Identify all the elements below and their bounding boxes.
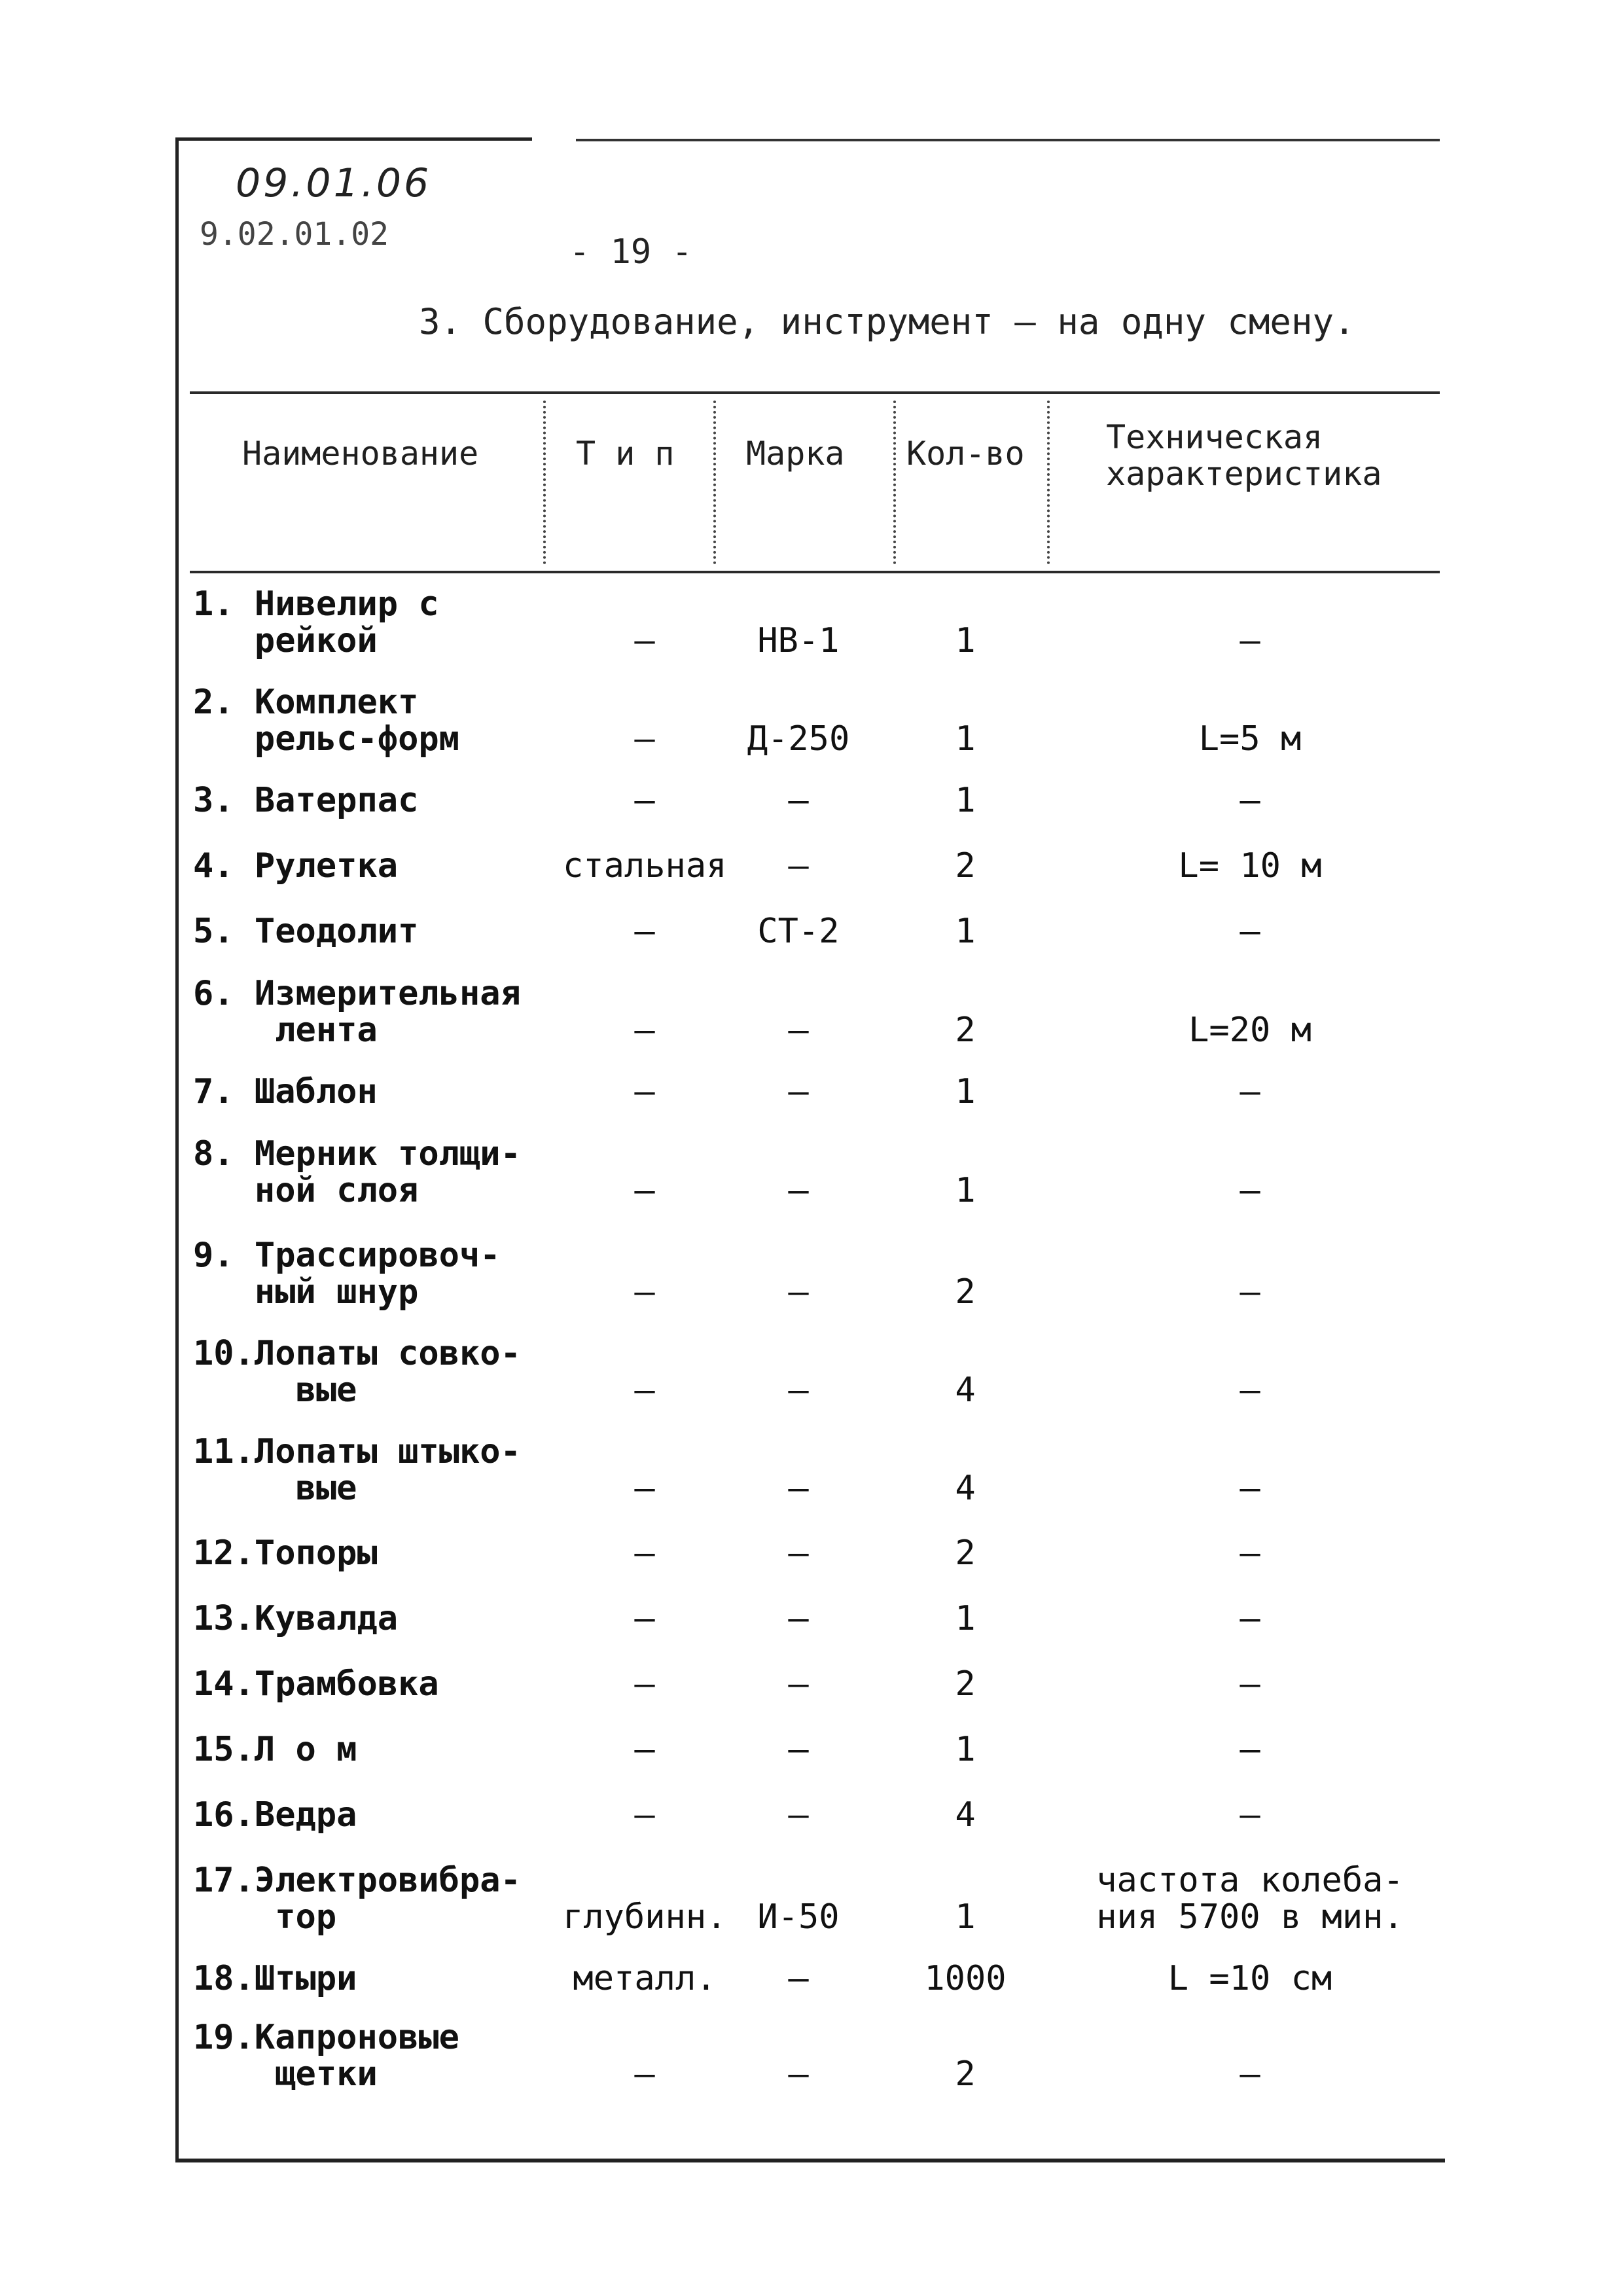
row-mark: – xyxy=(788,1664,809,1704)
row-name: 10.Лопаты совко- вые xyxy=(193,1334,521,1410)
row-name: 19.Капроновые щетки xyxy=(193,2018,459,2094)
row-mark: – xyxy=(788,1795,809,1835)
row-type: – xyxy=(634,1469,655,1508)
header-qty: Кол-во xyxy=(906,435,1025,473)
row-qty: 4 xyxy=(955,1795,976,1835)
row-spec: – xyxy=(1240,2054,1260,2094)
row-type: глубинн. xyxy=(563,1897,727,1937)
row-type: металл. xyxy=(573,1959,717,1998)
frame-bottom-border xyxy=(175,2159,1445,2162)
row-type: – xyxy=(634,1795,655,1835)
row-mark: – xyxy=(788,1599,809,1638)
frame-left-border xyxy=(175,137,179,2160)
row-qty: 1 xyxy=(955,1897,976,1937)
handwritten-code: 09.01.06 xyxy=(236,160,432,206)
row-mark: – xyxy=(788,846,809,886)
row-spec: – xyxy=(1240,1599,1260,1638)
row-mark: – xyxy=(788,1469,809,1508)
row-qty: 2 xyxy=(955,1011,976,1050)
row-mark: – xyxy=(788,1072,809,1111)
row-type: – xyxy=(634,719,655,759)
row-qty: 2 xyxy=(955,2054,976,2094)
row-qty: 1 xyxy=(955,1072,976,1111)
row-qty: 1 xyxy=(955,1171,976,1210)
row-mark: – xyxy=(788,781,809,820)
row-type: – xyxy=(634,2054,655,2094)
row-type: – xyxy=(634,621,655,660)
row-spec: L =10 см xyxy=(1168,1959,1332,1998)
column-separator xyxy=(893,401,896,564)
row-mark: – xyxy=(788,1371,809,1410)
row-name: 2. Комплект рельс-форм xyxy=(193,683,459,759)
row-type: – xyxy=(634,781,655,820)
row-spec: – xyxy=(1240,1469,1260,1508)
row-name: 5. Теодолит xyxy=(193,912,419,951)
row-qty: 1 xyxy=(955,719,976,759)
row-spec: – xyxy=(1240,781,1260,820)
row-qty: 1 xyxy=(955,621,976,660)
row-mark: – xyxy=(788,1171,809,1210)
row-spec: – xyxy=(1240,1272,1260,1312)
row-name: 8. Мерник толщи- ной слоя xyxy=(193,1134,521,1210)
row-name: 18.Штыри xyxy=(193,1959,357,1998)
row-name: 7. Шаблон xyxy=(193,1072,378,1111)
row-type: – xyxy=(634,1072,655,1111)
row-name: 12.Топоры xyxy=(193,1534,378,1573)
row-spec: – xyxy=(1240,1072,1260,1111)
row-name: 3. Ватерпас xyxy=(193,781,419,820)
row-spec: частота колеба- ния 5700 в мин. xyxy=(1096,1861,1404,1937)
row-qty: 1000 xyxy=(924,1959,1007,1998)
row-name: 11.Лопаты штыко- вые xyxy=(193,1432,521,1508)
row-type: – xyxy=(634,912,655,951)
row-type: – xyxy=(634,1664,655,1704)
typed-code: 9.02.01.02 xyxy=(200,216,389,253)
frame-top-border xyxy=(175,137,532,141)
row-name: 4. Рулетка xyxy=(193,846,399,886)
row-spec: – xyxy=(1240,1795,1260,1835)
row-mark: Д-250 xyxy=(747,719,850,759)
table-header-rule xyxy=(190,571,1440,573)
row-type: – xyxy=(634,1171,655,1210)
row-name: 16.Ведра xyxy=(193,1795,357,1835)
row-spec: – xyxy=(1240,1371,1260,1410)
row-spec: – xyxy=(1240,912,1260,951)
row-name: 13.Кувалда xyxy=(193,1599,399,1638)
row-name: 9. Трассировоч- ный шнур xyxy=(193,1236,501,1312)
column-separator xyxy=(543,401,546,564)
header-mark: Марка xyxy=(746,435,845,473)
row-type: стальная xyxy=(563,846,727,886)
row-spec: L= 10 м xyxy=(1178,846,1322,886)
row-type: – xyxy=(634,1599,655,1638)
row-spec: – xyxy=(1240,1730,1260,1769)
row-mark: – xyxy=(788,1959,809,1998)
row-qty: 1 xyxy=(955,912,976,951)
row-mark: – xyxy=(788,1730,809,1769)
row-spec: L=5 м xyxy=(1198,719,1302,759)
row-mark: СТ-2 xyxy=(757,912,840,951)
header-spec: Техническая характеристика xyxy=(1106,418,1382,493)
table-top-rule xyxy=(190,391,1440,394)
row-type: – xyxy=(634,1011,655,1050)
row-name: 6. Измерительная лента xyxy=(193,974,521,1050)
row-qty: 2 xyxy=(955,1664,976,1704)
row-mark: – xyxy=(788,1272,809,1312)
row-mark: И-50 xyxy=(757,1897,840,1937)
row-type: – xyxy=(634,1730,655,1769)
row-qty: 2 xyxy=(955,846,976,886)
row-spec: – xyxy=(1240,1664,1260,1704)
row-qty: 4 xyxy=(955,1469,976,1508)
header-name: Наименование xyxy=(242,435,479,473)
header-type: Т и п xyxy=(576,435,675,473)
row-name: 15.Л о м xyxy=(193,1730,357,1769)
row-name: 17.Электровибра- тор xyxy=(193,1861,521,1937)
row-mark: – xyxy=(788,1011,809,1050)
row-spec: – xyxy=(1240,1534,1260,1573)
row-qty: 2 xyxy=(955,1272,976,1312)
row-spec: – xyxy=(1240,1171,1260,1210)
section-title: 3. Сборудование, инструмент – на одну смену. xyxy=(419,301,1355,342)
frame-top-border-right xyxy=(576,139,1440,141)
row-mark: НВ-1 xyxy=(757,621,840,660)
row-qty: 2 xyxy=(955,1534,976,1573)
row-type: – xyxy=(634,1371,655,1410)
row-qty: 4 xyxy=(955,1371,976,1410)
column-separator xyxy=(713,401,716,564)
row-type: – xyxy=(634,1534,655,1573)
page-number: - 19 - xyxy=(569,232,692,272)
column-separator xyxy=(1047,401,1050,564)
row-spec: L=20 м xyxy=(1188,1011,1311,1050)
row-type: – xyxy=(634,1272,655,1312)
row-spec: – xyxy=(1240,621,1260,660)
row-name: 14.Трамбовка xyxy=(193,1664,439,1704)
row-qty: 1 xyxy=(955,1730,976,1769)
row-qty: 1 xyxy=(955,1599,976,1638)
row-mark: – xyxy=(788,1534,809,1573)
row-mark: – xyxy=(788,2054,809,2094)
row-name: 1. Нивелир с рейкой xyxy=(193,584,439,660)
row-qty: 1 xyxy=(955,781,976,820)
